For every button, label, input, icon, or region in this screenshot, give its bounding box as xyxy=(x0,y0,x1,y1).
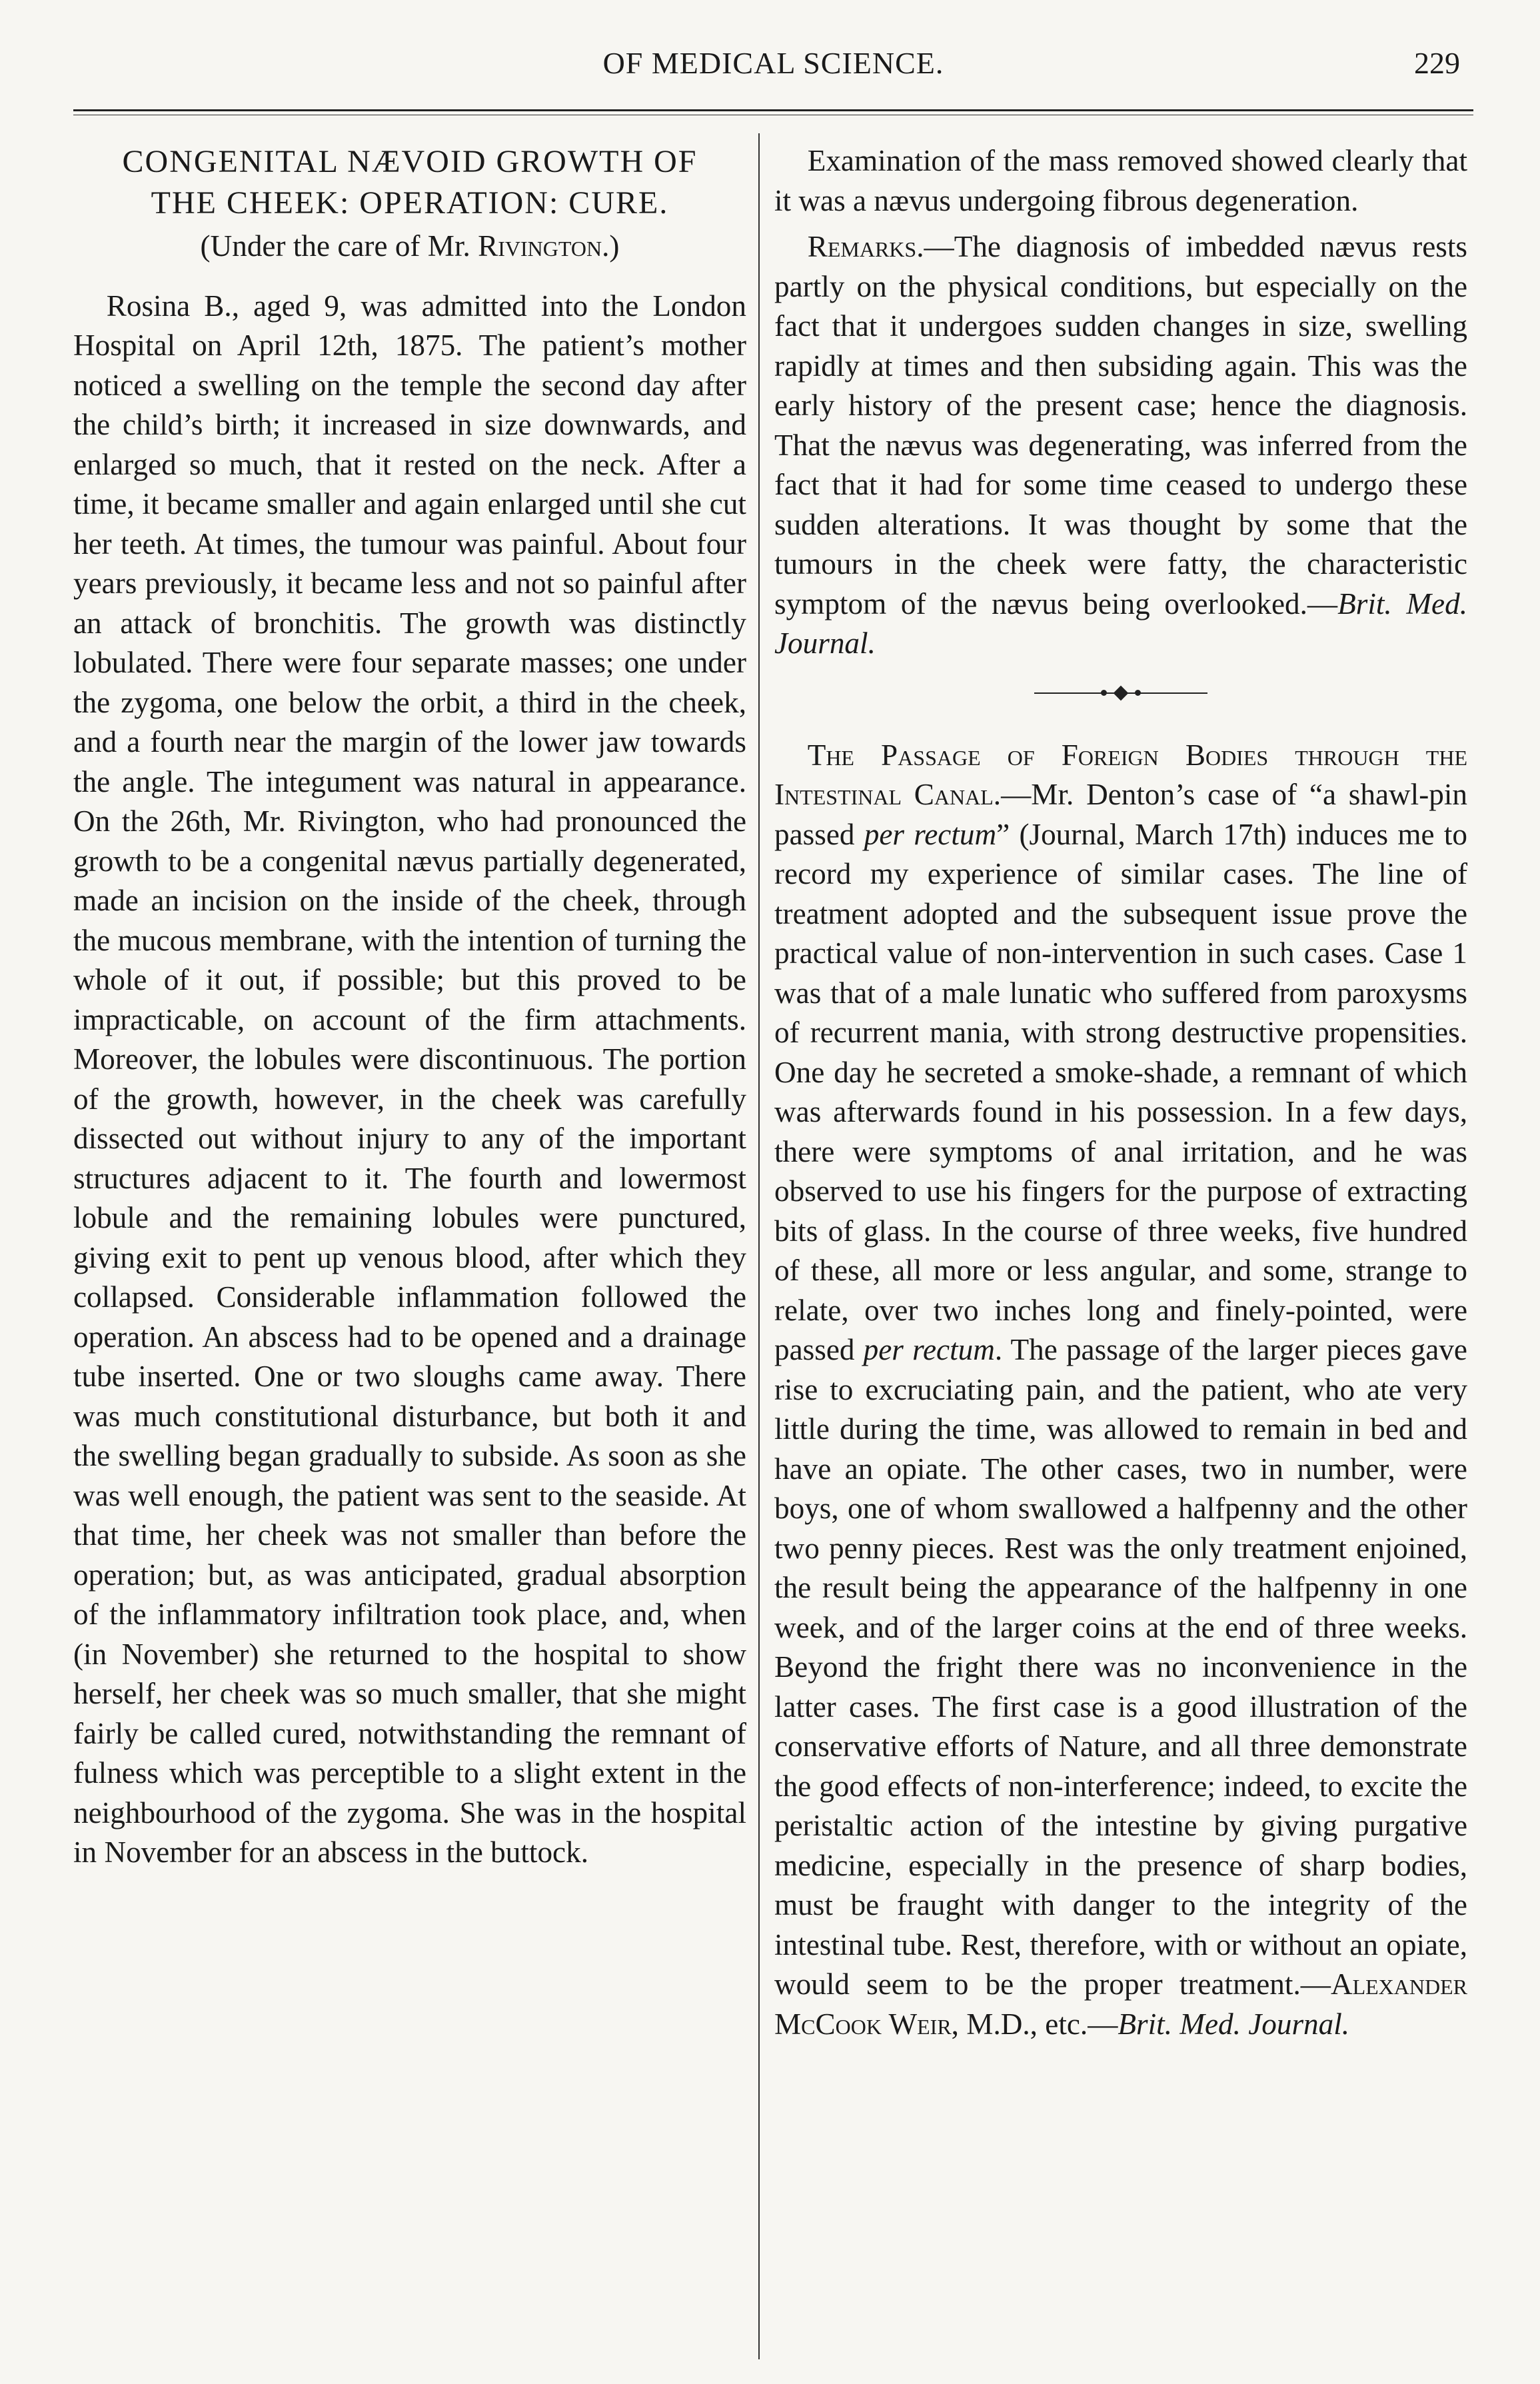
running-title: OF MEDICAL SCIENCE. xyxy=(602,46,944,80)
foreign-bodies-source: Brit. Med. Journal. xyxy=(1118,2007,1350,2041)
remarks-paragraph xyxy=(774,227,1467,664)
header-rule xyxy=(73,109,1473,111)
right-column xyxy=(774,141,1467,2044)
foreign-bodies-author: Alexander McCook Weir xyxy=(774,1967,1467,2041)
remarks-label: Remarks xyxy=(807,230,917,263)
byline-prefix: (Under the care of Mr. xyxy=(200,229,478,263)
page-header xyxy=(73,40,1473,93)
foreign-bodies-body-1: —Mr. Denton’s case of “a shawl-pin passed xyxy=(774,778,1467,851)
article-title-line-2: THE CHEEK: OPERATION: CURE. xyxy=(151,185,669,221)
examination-paragraph: Examination of the mass removed showed clearly that it was a nævus undergoing fibrous degeneration. xyxy=(774,144,1467,217)
article-title-line-1: CONGENITAL NÆVOID GROWTH OF xyxy=(122,144,698,179)
column-divider xyxy=(758,133,760,2359)
article-title-naevoid xyxy=(73,141,746,224)
remarks-source: Brit. Med. Journal. xyxy=(774,587,1467,660)
byline-suffix: .) xyxy=(602,229,620,263)
foreign-bodies-suffix: , M.D., etc.— xyxy=(951,2007,1118,2041)
left-column xyxy=(73,141,746,1873)
article-byline xyxy=(73,227,746,267)
foreign-bodies-italic-1: per rectum xyxy=(864,817,997,851)
foreign-bodies-italic-2: per rectum xyxy=(863,1333,995,1366)
foreign-bodies-heading: The Passage of Foreign Bodies through the Intestinal Canal. xyxy=(774,738,1467,811)
foreign-bodies-article xyxy=(774,736,1467,2045)
byline-name: Rivington xyxy=(478,229,602,263)
foreign-bodies-body-3: . The passage of the larger pieces gave rise to excruciating pain, and the patient, who ate very little during the time, was allowed to remain in bed and have an opiate. The other cases, two in number, were boys, one of whom swallowed a halfpenny and the other two penny pieces. Rest was the only treatment enjoined, the result being the appearance of the halfpenny in one week, and of the larger coins at the end of three weeks. Beyond the fright there was no inconvenience in the latter cases. The first case is a good illustration of the conservative efforts of Nature, and all three demonstrate the good effects of non-interference; indeed, to excite the peristaltic action of the intestine by giving purgative medicine, especially in the presence of sharp bodies, must be fraught with danger to the integrity of the intestinal tube. Rest, therefore, with or without an opiate, would seem to be the proper treatment.— xyxy=(774,1333,1467,2001)
remarks-body: .—The diagnosis of imbedded nævus rests partly on the physical conditions, but especially on the fact that it undergoes sudden changes in size, swelling rapidly at times and then subsiding again. This was the early history of the present case; hence the diagnosis. That the nævus was degenerating, was inferred from the fact that it had for some time ceased to undergo these sudden alterations. It was thought by some that the tumours in the cheek were fatty, the characteristic symptom of the nævus being overlooked.— xyxy=(774,230,1467,620)
page-number: 229 xyxy=(1414,46,1460,80)
foreign-bodies-body-2: ” (Journal, March 17th) induces me to record my experience of similar cases. The line of treatment adopted and the subsequent issue prove the practical value of non-intervention in such cases. Case 1 was that of a male lunatic who suffered from paroxysms of recurrent mania, with strong destructive propensities. One day he secreted a smoke-shade, a remnant of which was afterwards found in his possession. In a few days, there were symptoms of anal irritation, and he was observed to use his fingers for the purpose of extracting bits of glass. In the course of three weeks, five hundred of these, all more or less angular, and some, strange to relate, over two inches long and finely-pointed, were passed xyxy=(774,817,1467,1366)
case-report-body: Rosina B., aged 9, was admitted into the London Hospital on April 12th, 1875. The patient’s mother noticed a swelling on the temple the second day after the child’s birth; it increased in size downwards, and enlarged so much, that it rested on the neck. After a time, it became smaller and again enlarged until she cut her teeth. At times, the tumour was painful. About four years previously, it became less and not so painful after an attack of bronchitis. The growth was distinctly lobulated. There were four separate masses; one under the zygoma, one below the orbit, a third in the cheek, and a fourth near the margin of the lower jaw towards the angle. The integument was natural in appearance. On the 26th, Mr. Rivington, who had pronounced the growth to be a congenital nævus partially degenerated, made an incision on the inside of the cheek, through the mucous membrane, with the intention of turning the whole of it out, if possible; but this proved to be impracticable, on account of the firm attachments. Moreover, the lobules were discontinuous. The portion of the growth, however, in the cheek was carefully dissected out without injury to any of the important structures adjacent to it. The fourth and lowermost lobule and the remaining lobules were punctured, giving exit to pent up venous blood, after which they collapsed. Considerable inflammation followed the operation. An abscess had to be opened and a drainage tube inserted. One or two sloughs came away. There was much constitutional disturbance, but both it and the swelling began gradually to subside. As soon as she was well enough, the patient was sent to the seaside. At that time, her cheek was not smaller than before the operation; but, as was anticipated, gradual absorption of the inflammatory infiltration took place, and, when (in November) she returned to the hospital to show herself, her cheek was so much smaller, that she might fairly be called cured, notwithstanding the remnant of fulness which was perceptible to a slight extent in the neighbourhood of the zygoma. She was in the hospital in November for an abscess in the buttock. xyxy=(73,289,746,1869)
section-ornament xyxy=(1034,680,1207,706)
